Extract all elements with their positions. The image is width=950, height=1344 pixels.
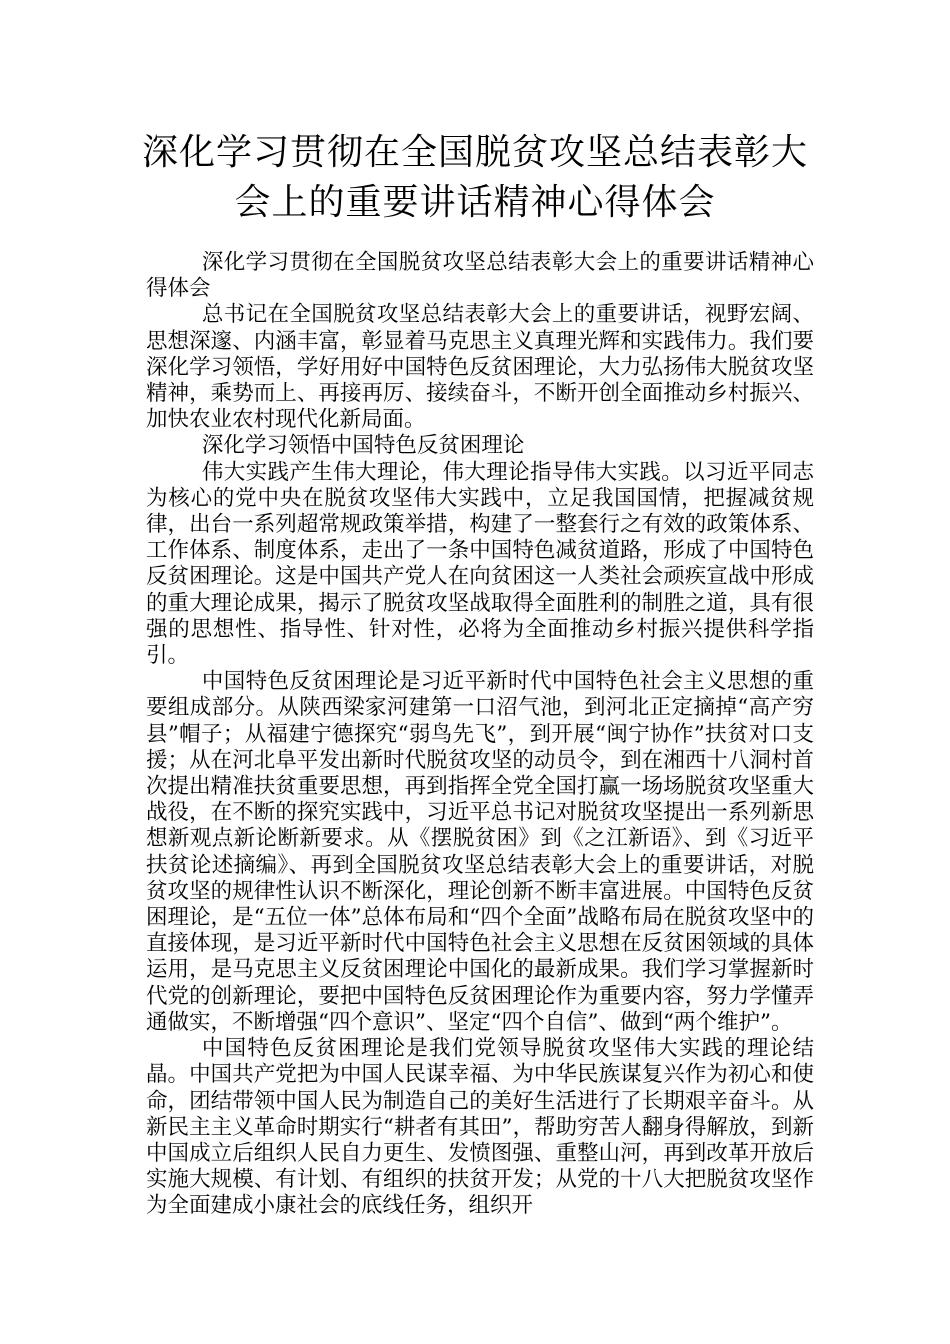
document-title: [100, 128, 850, 228]
document-body: [146, 250, 814, 1220]
paragraph: 中国特色反贫困理论是我们党领导脱贫攻坚伟大实践的理论结晶。中国共产党把为中国人民谋幸福、为中华民族谋复兴作为初心和使命，团结带领中国人民为制造自己的美好生活进行了长期艰辛奋斗。从新民主主义革命时期实行“耕者有其田”，帮助穷苦人翻身得解放，到新中国成立后组织人民自力更生、发愤图强、重整山河，再到改革开放后实施大规模、有计划、有组织的扶贫开发；从党的十八大把脱贫攻坚作为全面建成小康社会的底线任务，组织开: [146, 1036, 814, 1219]
section-heading: 深化学习领悟中国特色反贫困理论: [201, 433, 525, 459]
title-line-2: 会上的重要讲话精神心得体会: [234, 182, 716, 223]
paragraph-subtitle: 深化学习贯彻在全国脱贫攻坚总结表彰大会上的重要讲话精神心得体会: [146, 250, 814, 302]
title-line-1: 深化学习贯彻在全国脱贫攻坚总结表彰大: [141, 132, 808, 173]
paragraph: 伟大实践产生伟大理论，伟大理论指导伟大实践。以习近平同志为核心的党中央在脱贫攻坚伟大实践中，立足我国国情，把握减贫规律，出台一系列超常规政策举措，构建了一整套行之有效的政策体系、工作体系、制度体系，走出了一条中国特色减贫道路，形成了中国特色反贫困理论。这是中国共产党人在向贫困这一人类社会顽疾宣战中形成的重大理论成果，揭示了脱贫攻坚战取得全面胜利的制胜之道，具有很强的思想性、指导性、针对性，必将为全面推动乡村振兴提供科学指引。: [146, 459, 814, 669]
paragraph: 中国特色反贫困理论是习近平新时代中国特色社会主义思想的重要组成部分。从陕西梁家河建第一口沼气池，到河北正定摘掉“高产穷县”帽子；从福建宁德探究“弱鸟先飞”，到开展“闽宁协作”扶贫对口支援；从在河北阜平发出新时代脱贫攻坚的动员令，到在湘西十八洞村首次提出精准扶贫重要思想，再到指挥全党全国打赢一场场脱贫攻坚重大战役，在不断的探究实践中，习近平总书记对脱贫攻坚提出一系列新思想新观点新论断新要求。从《摆脱贫困》到《之江新语》、到《习近平扶贫论述摘编》、再到全国脱贫攻坚总结表彰大会上的重要讲话，对脱贫攻坚的规律性认识不断深化，理论创新不断丰富进展。中国特色反贫困理论，是“五位一体”总体布局和“四个全面”战略布局在脱贫攻坚中的直接体现，是习近平新时代中国特色社会主义思想在反贫困领域的具体运用，是马克思主义反贫困理论中国化的最新成果。我们学习掌握新时代党的创新理论，要把中国特色反贫困理论作为重要内容，努力学懂弄通做实，不断增强“四个意识”、坚定“四个自信”、做到“两个维护”。: [146, 669, 814, 1035]
paragraph-intro: 总书记在全国脱贫攻坚总结表彰大会上的重要讲话，视野宏阔、思想深邃、内涵丰富，彰显着马克思主义真理光辉和实践伟力。我们要深化学习领悟，学好用好中国特色反贫困理论，大力弘扬伟大脱贫攻坚精神，乘势而上、再接再厉、接续奋斗，不断开创全面推动乡村振兴、加快农业农村现代化新局面。: [146, 302, 814, 433]
